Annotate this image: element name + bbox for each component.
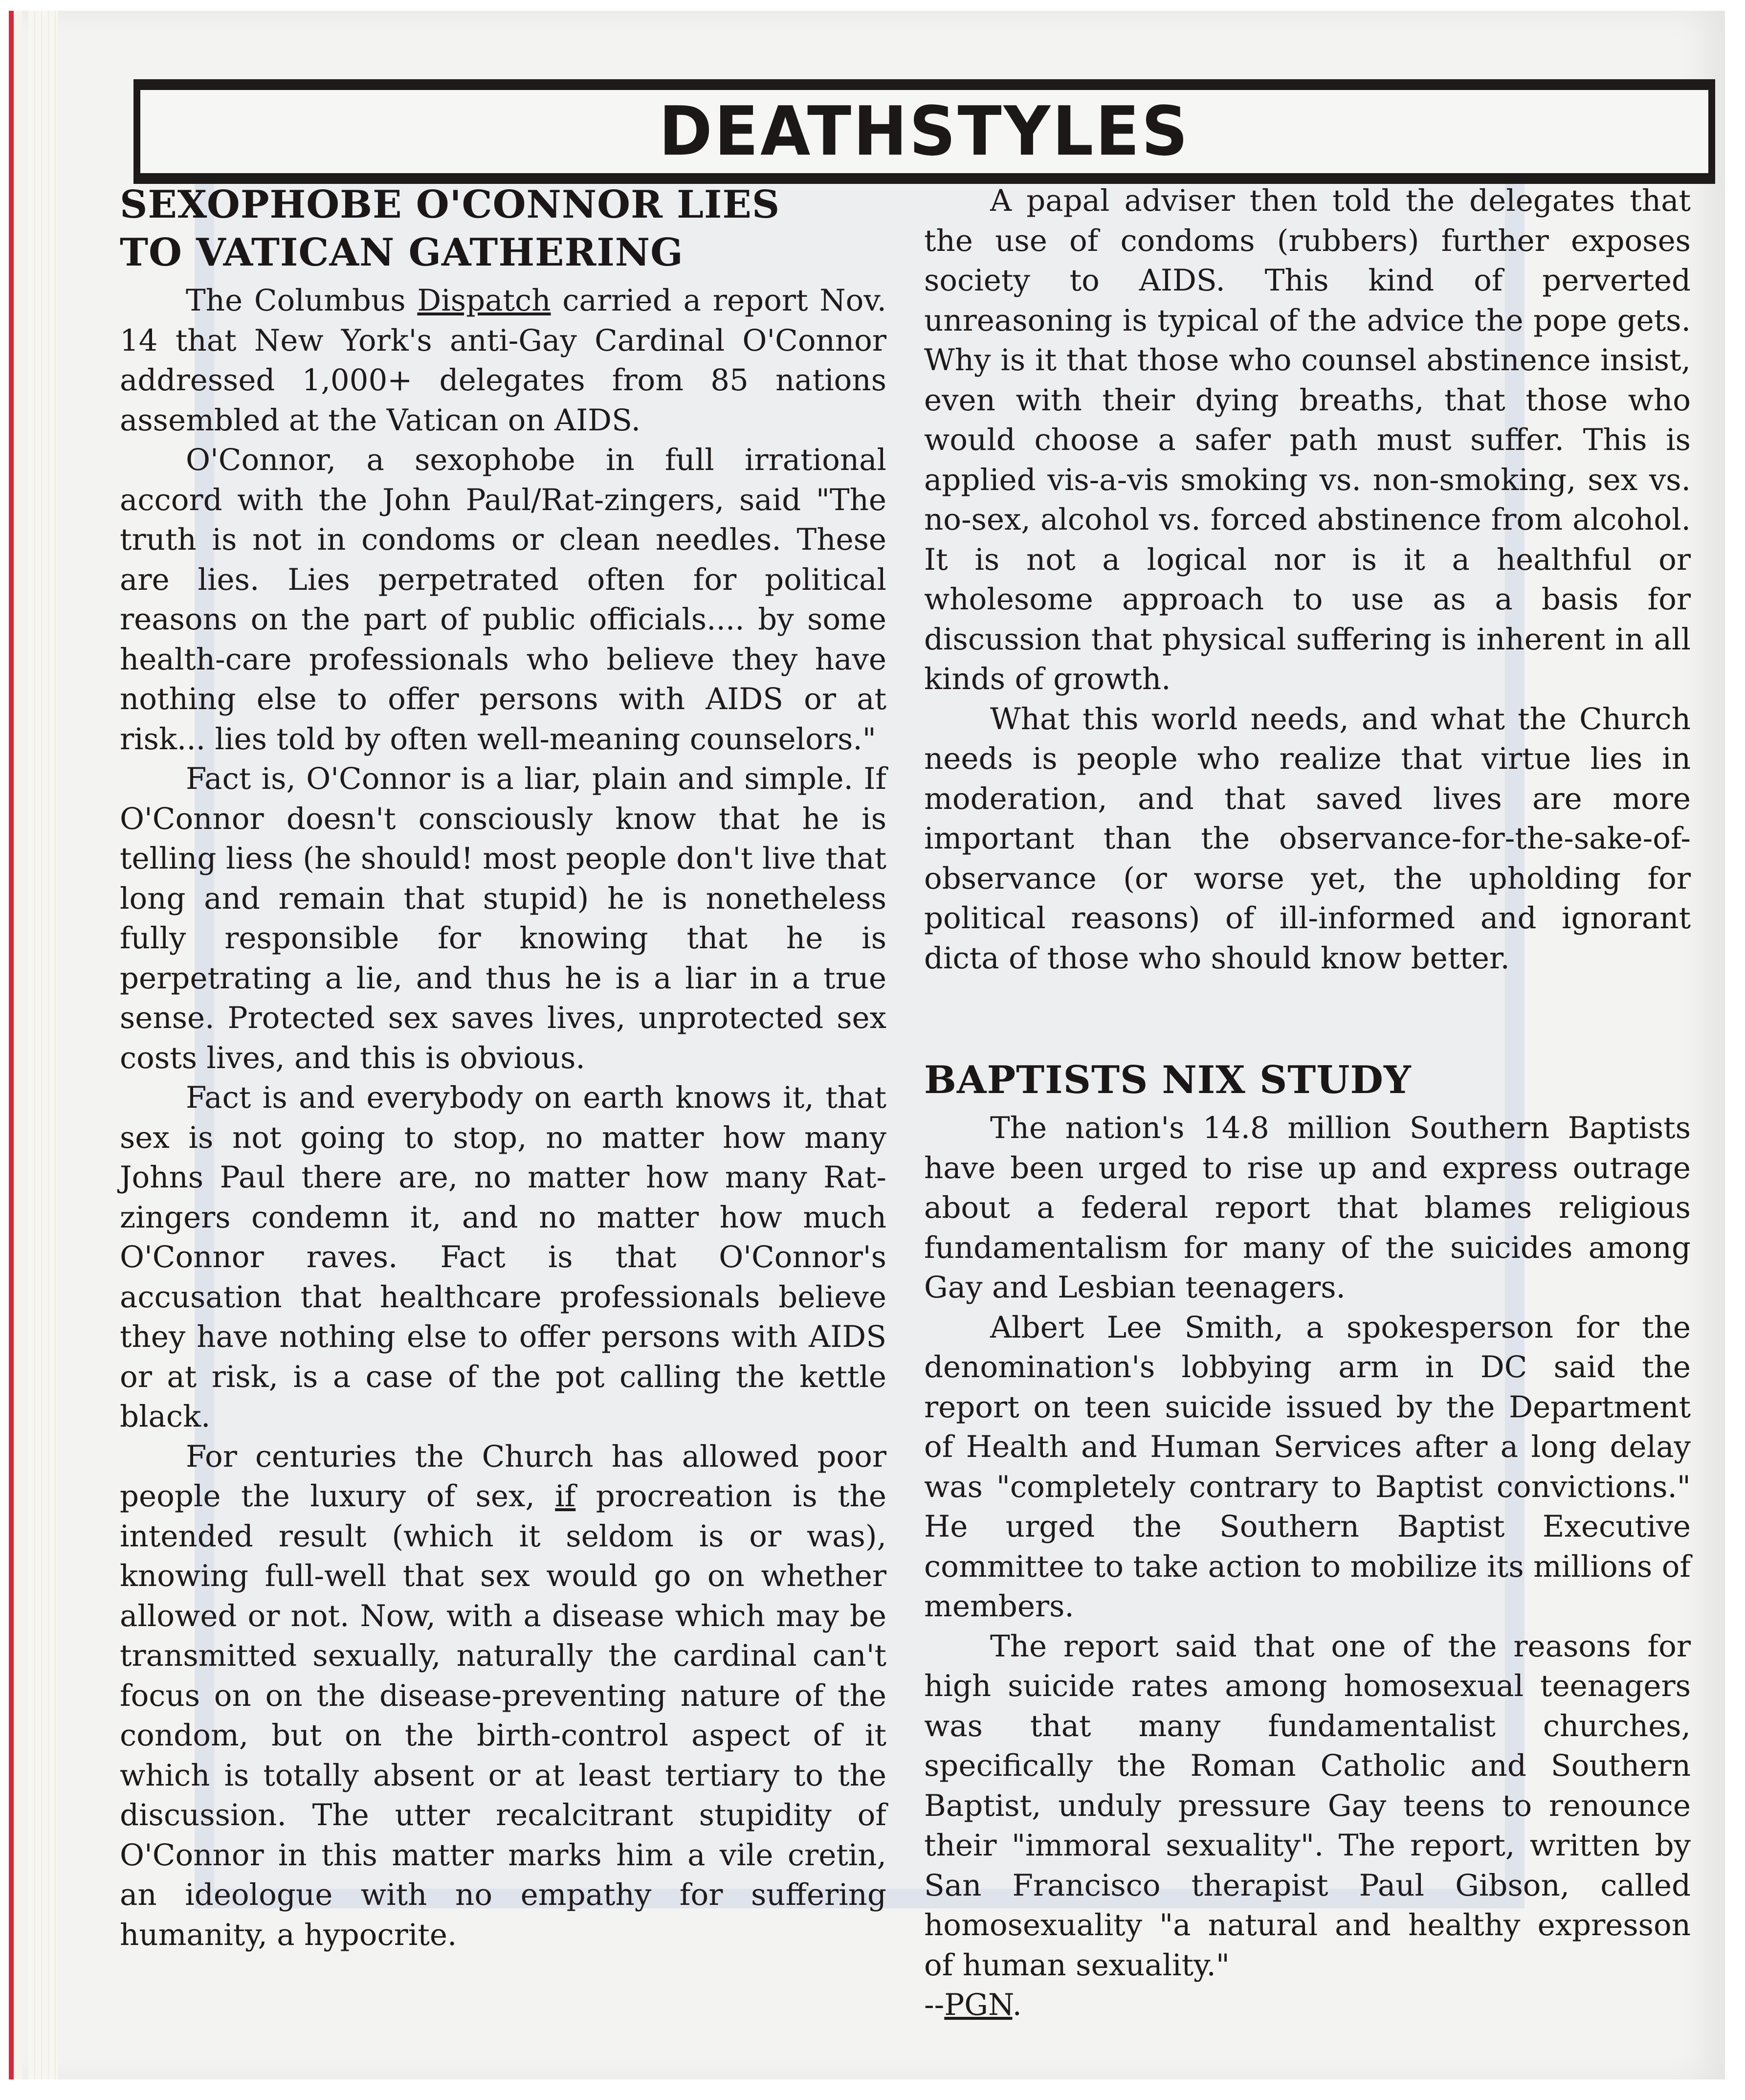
paragraph-text: carried a report Nov. 14 that New York's anti-Gay Cardinal O'Connor addressed 1,000+ delegates from 85 nations assembled at the Vatican on AIDS. — [120, 283, 887, 438]
article-2-headline: BAPTISTS NIX STUDY — [924, 1058, 1412, 1102]
article-2-paragraph-1: The nation's 14.8 million Southern Baptists have been urged to rise up and express outrage about a federal report that blames religious fundamentalism for many of the suicides among Gay and Lesbian teenagers. — [924, 1111, 1691, 1305]
article-1-paragraph-2: O'Connor, a sexophobe in full irrational accord with the John Paul/Rat-zingers, said "The truth is not in condoms or clean needles. These are lies. Lies perpetrated often for political reasons on the part of public officials.... by some health-care professionals who believe they have nothing else to offer persons with AIDS or at risk... lies told by often well-meaning counselors." — [120, 443, 886, 757]
article-2-signoff — [924, 1985, 1691, 2025]
paragraph-text: The Columbus — [186, 283, 418, 318]
article-1-paragraph-4: Fact is and everybody on earth knows it, that sex is not going to stop, no matter how many Johns Paul there are, no matter how many Rat-zingers condemn it, and no matter how much O'Connor raves. Fact is that O'Connor's accusation that healthcare professionals believe they have nothing else to offer persons with AIDS or at risk, is a case of the pot calling the kettle black. — [120, 1080, 886, 1434]
emphasized-word: if — [555, 1479, 576, 1514]
section-masthead — [133, 79, 1715, 184]
publication-name: Dispatch — [417, 283, 551, 318]
signoff-period: . — [1012, 1988, 1022, 2022]
paragraph-text: procreation is the intended result (which it seldom is or was), knowing full-well that sex would go on whether allowed or not. Now, with a disease which may be transmitted sexually, naturally the cardinal can't focus on on the disease-preventing nature of the condom, but on the birth-control aspect of it which is totally absent or at least tertiary to the discussion. The utter recalcitrant stupidity of O'Connor in this matter marks him a vile cretin, an ideologue with no empathy for suffering humanity, a hypocrite. — [120, 1479, 886, 1952]
signoff-source: PGN — [944, 1988, 1013, 2022]
article-1-paragraph-6: A papal adviser then told the delegates that the use of condoms (rubbers) further exposes society to AIDS. This kind of perverted unreasoning is typical of the advice the pope gets. Why is it that those who counsel abstinence insist, even with their dying breaths, that those who would choose a safer path must suffer. This is applied vis-a-vis smoking vs. non-smoking, sex vs. no-sex, alcohol vs. forced abstinence from alcohol. It is not a logical nor is it a healthful or wholesome approach to use as a basis for discussion that physical suffering is inherent in all kinds of growth. — [924, 183, 1691, 696]
article-1-paragraph-7: What this world needs, and what the Church needs is people who realize that virtue lies in moderation, and that saved lives are more important than the observance-for-the-sake-of-observance (or worse yet, the upholding for political reasons) of ill-informed and ignorant dicta of those who should know better. — [924, 701, 1691, 976]
article-1-paragraph-3: Fact is, O'Connor is a liar, plain and simple. If O'Connor doesn't consciously know that he is telling liess (he should! most people don't live that long and remain that stupid) he is nonetheless fully responsible for knowing that he is perpetrating a lie, and thus he is a liar in a true sense. Protected sex saves lives, unprotected sex costs lives, and this is obvious. — [120, 761, 886, 1075]
right-column — [924, 181, 1691, 2025]
page-stack-edge — [28, 11, 58, 2079]
article-1-headline — [120, 181, 886, 277]
section-title: DEATHSTYLES — [659, 92, 1190, 171]
paragraph-text: For centuries the Church has allowed poor people the luxury of sex, — [120, 1439, 886, 1514]
article-2-paragraph-3: The report said that one of the reasons for high suicide rates among homosexual teenagers was that many fundamentalist churches, specifically the Roman Catholic and Southern Baptist, unduly pressure Gay teens to renounce their "immoral sexuality". The report, written by San Francisco therapist Paul Gibson, called homosexuality "a natural and healthy expresson of human sexuality." — [924, 1629, 1691, 1983]
article-1-paragraph-5 — [120, 1437, 886, 1955]
left-column — [120, 181, 886, 1955]
article-1-paragraph-1 — [120, 281, 886, 440]
article-2-paragraph-2: Albert Lee Smith, a spokesperson for the denomination's lobbying arm in DC said the report on teen suicide issued by the Department of Health and Human Services after a long delay was "completely contrary to Baptist convictions." He urged the Southern Baptist Executive committee to take action to mobilize its millions of members. — [924, 1310, 1691, 1624]
article-1-headline-line-1: SEXOPHOBE O'CONNOR LIES — [120, 182, 780, 227]
signoff-dashes: -- — [924, 1988, 945, 2022]
article-1-headline-line-2: TO VATICAN GATHERING — [120, 230, 684, 275]
